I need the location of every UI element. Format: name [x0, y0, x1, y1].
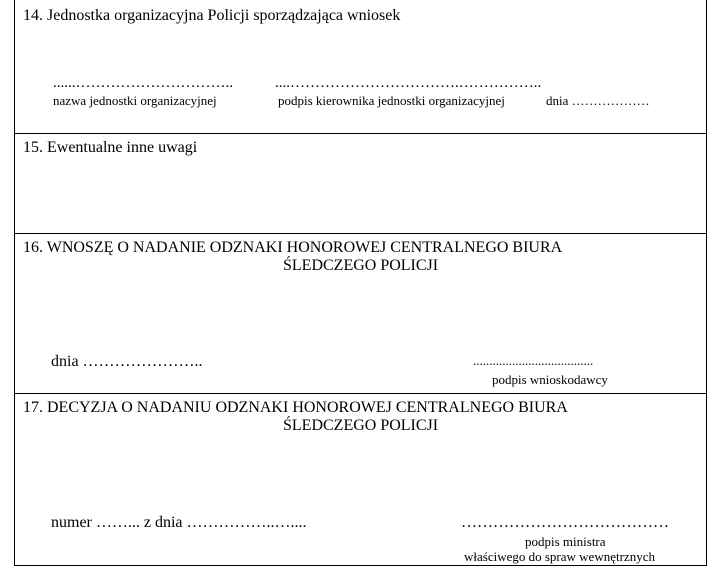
unit-head-signature-label: podpis kierownika jednostki organizacyjnej [278, 93, 505, 108]
unit-name-field[interactable]: ......………………………….. [53, 75, 233, 91]
minister-signature-field[interactable]: ………………………………… [461, 514, 669, 531]
minister-signature-label-line2: właściwego do spraw wewnętrznych [464, 549, 655, 564]
section-16-heading-line2: ŚLEDCZEGO POLICJI [283, 257, 439, 274]
section-16-date-field[interactable]: dnia ………………….. [51, 353, 203, 370]
section-17-heading-line1: 17. DECYZJA O NADANIU ODZNAKI HONOROWEJ CENTRALNEGO BIURA [23, 399, 568, 416]
section-15-remarks [15, 134, 706, 234]
decoration-request-form [14, 0, 707, 566]
section-14-heading: 14. Jednostka organizacyjna Policji sporządzająca wniosek [23, 7, 401, 24]
section-16-request [15, 234, 706, 394]
applicant-signature-field[interactable]: ..................................... [473, 353, 594, 368]
applicant-signature-label: podpis wnioskodawcy [492, 372, 608, 387]
section-17-heading-line2: ŚLEDCZEGO POLICJI [283, 417, 439, 434]
decision-number-date-field[interactable]: numer ……... z dnia ……………..….... [51, 514, 307, 531]
unit-head-signature-field[interactable]: ....…………………………….…………….. [275, 75, 542, 91]
section-15-heading: 15. Ewentualne inne uwagi [23, 139, 198, 156]
section-14-date-field[interactable]: dnia ……………… [546, 93, 650, 108]
section-17-decision [15, 394, 706, 566]
section-16-heading-line1: 16. WNOSZĘ O NADANIE ODZNAKI HONOROWEJ CENTRALNEGO BIURA [23, 239, 563, 256]
unit-name-label: nazwa jednostki organizacyjnej [53, 93, 217, 108]
minister-signature-label-line1: podpis ministra [525, 534, 606, 549]
section-14-police-unit [15, 0, 706, 134]
